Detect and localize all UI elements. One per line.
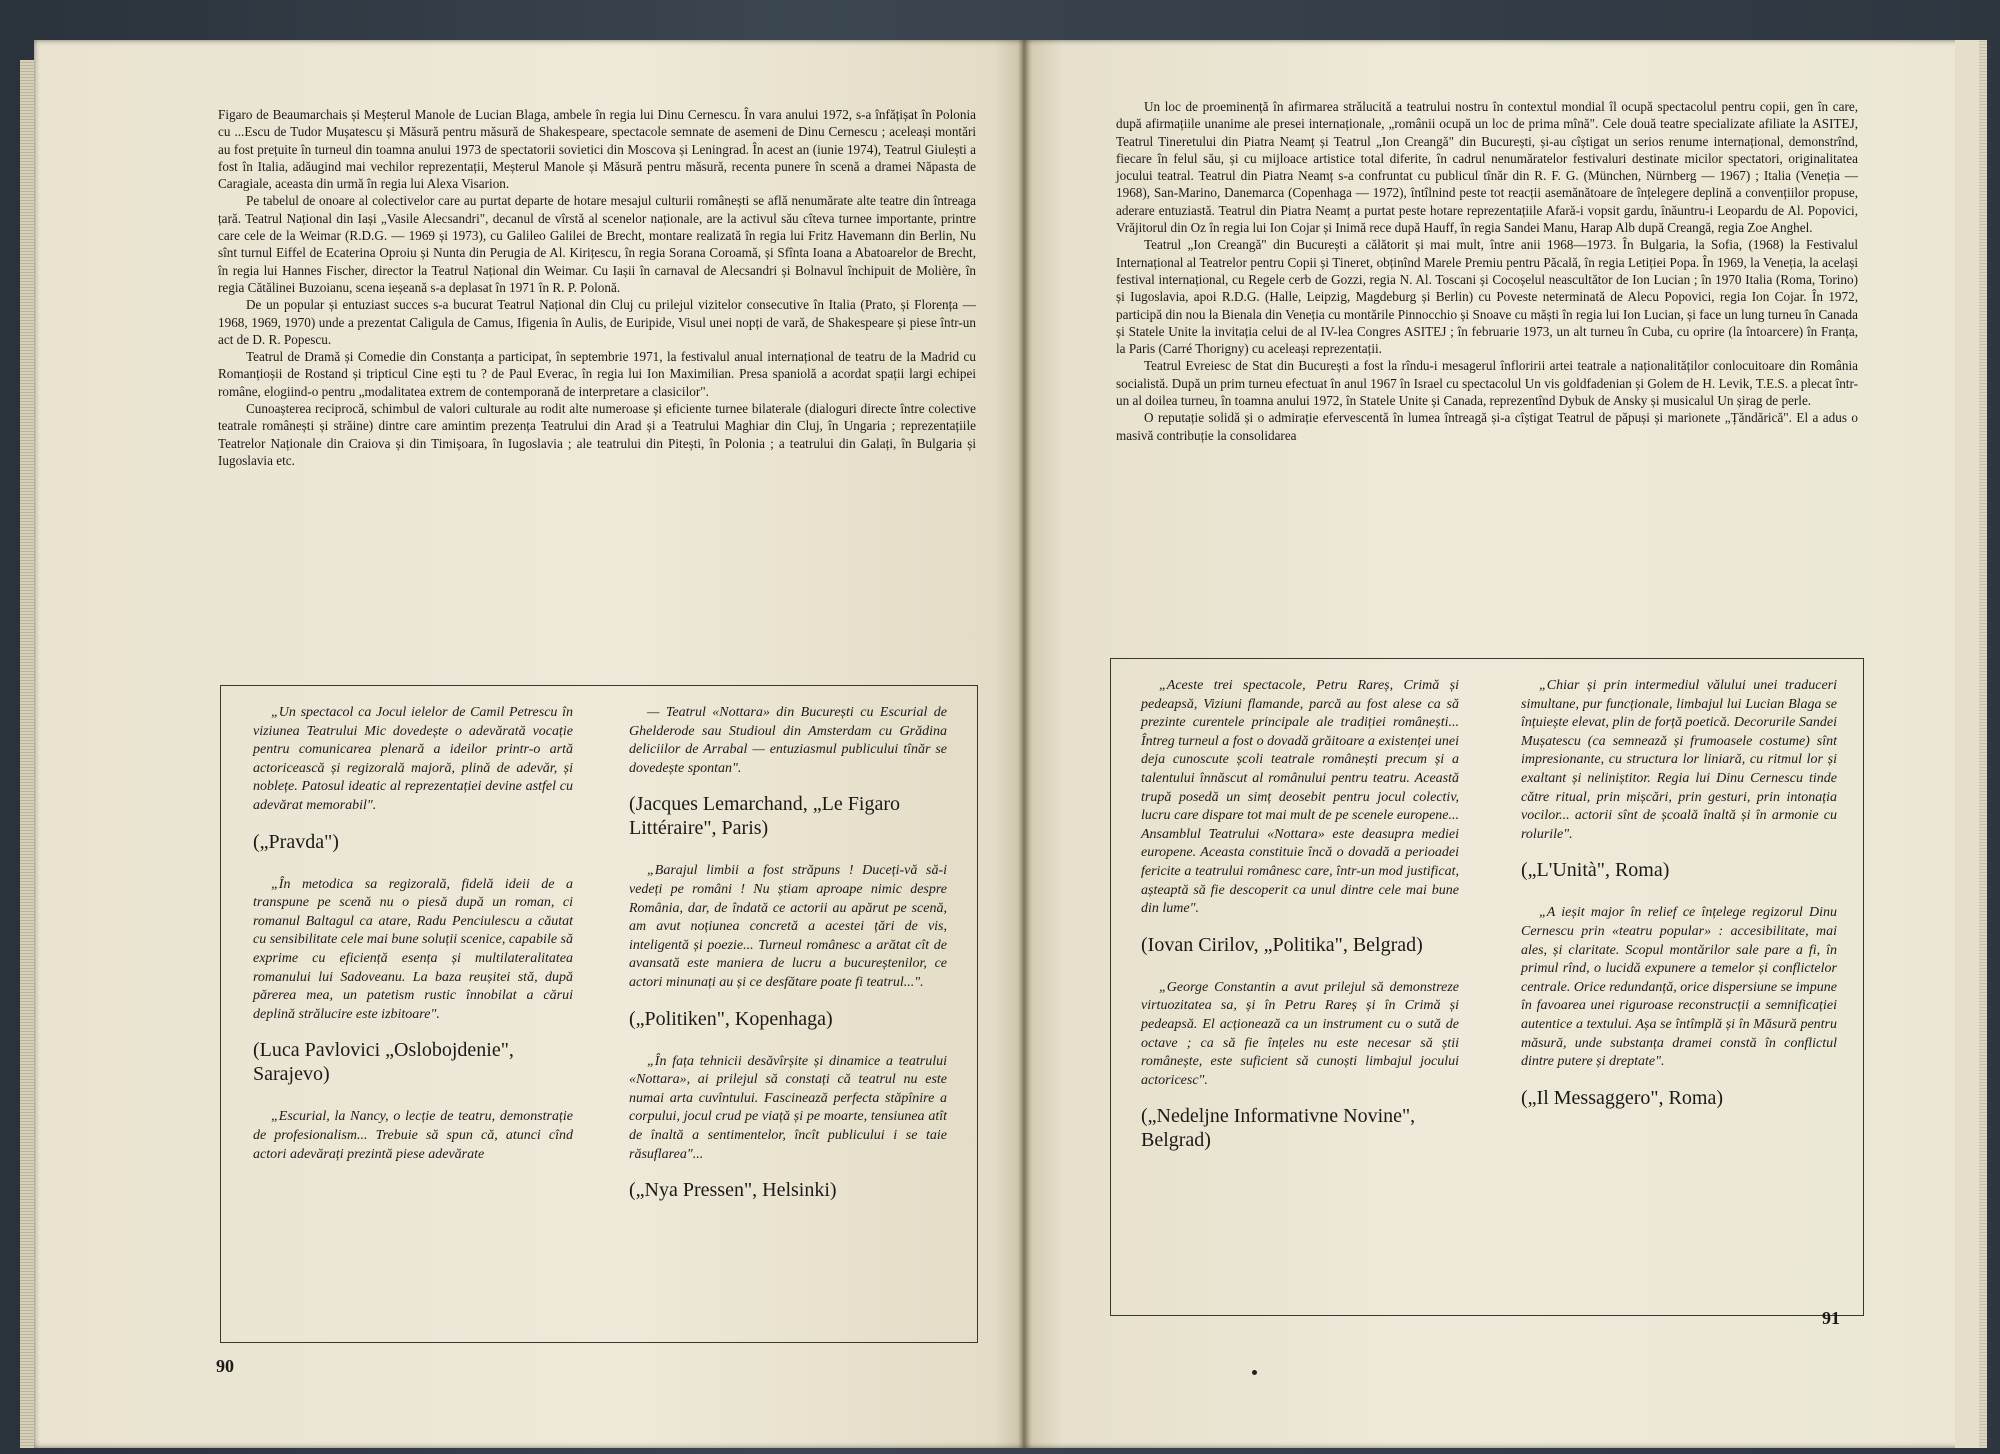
right-quote-box: [1110, 658, 1864, 1316]
quote-source: („Pravda"): [253, 830, 339, 853]
right-body-text: [1116, 98, 1858, 444]
press-quote: „A ieșit major în relief ce înțelege regizorul Dinu Cernescu prin «teatru popular» : accesibilitate, mai ales, și claritate. Scopul montărilor sale pare a fi, în primul rînd, o lucidă expunere a temelor și conflictelor centrale. Orice redundanță, orice dispersiune se impune în favoarea unei riguroase reconstrucții a semnificației autentice a textului. Așa se întîmplă și în Măsură pentru măsură, unde substanța dramei constă în conflictul dintre putere și dreptate".: [1521, 905, 1837, 1070]
right-box-column-1: [1141, 677, 1459, 1174]
left-page: [34, 40, 1024, 1448]
left-body-text: [218, 106, 976, 469]
press-quote: „Escurial, la Nancy, o lecție de teatru, demonstrație de profesionalism... Trebuie să spun că, atunci cînd actori adevărați prezintă piese adevărate: [253, 1109, 573, 1162]
left-box-column-1: [253, 704, 573, 1178]
quote-source: („Nya Pressen", Helsinki): [629, 1179, 837, 1202]
left-page-edges: [20, 60, 34, 1448]
right-page-edges: [1979, 40, 1987, 1448]
body-paragraph: Un loc de proeminență în afirmarea strălucită a teatrului nostru în contextul mondial îl ocupă spectacolul pentru copii, gen în care, după afirmațiile unanime ale presei internaționale, „românii ocupă un loc de prima mînă". Cele două teatre specializate afiliate la ASITEJ, Teatrul Tineretului din Piatra Neamț și Teatrul „Ion Creangă" din București, și-au cîștigat un serios renume internațional, demonstrînd, fiecare în felul său, și cu mijloace artistice total diferite, în cadrul nenumăratelor festivaluri destinate micilor spectatori, originalitatea jocului teatral. Teatrul din Piatra Neamț s-a confruntat cu publicul tînăr din R. F. G. (München, Nürnberg — 1967) ; Italia (Veneția — 1968), San-Marino, Danemarca (Copenhaga — 1972), întîlnind peste tot reacții asemănătoare de înțelegere deplină a convențiilor propuse, aderare entuziastă. Teatrul din Piatra Neamț a purtat peste hotare reprezentațiile Afară-i vopsit gardu, înăuntru-i Leopardu de Al. Popovici, Vrăjitorul din Oz în regia lui Ion Cojar și Inimă rece după Hauff, în regia Sandei Manu, Harap Alb după Creangă, regia Zoe Anghel.: [1116, 99, 1858, 236]
body-paragraph: Cunoașterea reciprocă, schimbul de valori culturale au rodit alte numeroase și eficiente turnee bilaterale (dialoguri directe între colective teatrale românești și străine) dintre care amintim prezența Teatrului din Arad și a Teatrului Maghiar din Cluj, în Ungaria ; reprezentațiile Teatrelor Naționale din Craiova și din Timișoara, în Iugoslavia ; ale teatrului din Pitești, în Polonia ; a teatrului din Galați, în Bulgaria și Iugoslavia etc.: [218, 401, 976, 468]
press-quote: „Un spectacol ca Jocul ielelor de Camil Petrescu în viziunea Teatrului Mic dovedește o adevărată vocație pentru comunicarea plenară a ideilor printr-o artă actoricească și regizorală majoră, plină de adevăr, și noblețe. Patosul ideatic al reprezentației devine astfel cu adevărat memorabil".: [253, 705, 573, 813]
page-number-left: 90: [216, 1356, 234, 1376]
press-quote: „George Constantin a avut prilejul să demonstreze virtuozitatea sa, și în Petru Rareș și în Crimă și pedeapsă. El acționează ca un instrument cu o sută de octave ; ca să fie înțeles nu este necesar să știi românește, este suficient să cunoști limbajul jocului actoricesc".: [1141, 979, 1459, 1088]
quote-source: („Nedeljne Informativne Novine", Belgrad): [1141, 1105, 1416, 1152]
body-paragraph: Teatrul Evreiesc de Stat din București a fost la rîndu-i mesagerul înfloririi artei teatrale a naționalităților conlocuitoare din România socialistă. După un prim turneu efectuat în anul 1967 în Israel cu spectacolul Un vis goldfadenian și Golem de H. Levik, T.E.S. a plecat într-un al doilea turneu, în toamna anului 1972, în Statele Unite și Canada, reprezentînd Dybuk de Ansky și musicalul Un șirag de perle.: [1116, 358, 1858, 409]
body-paragraph: Teatrul de Dramă și Comedie din Constanța a participat, în septembrie 1971, la festivalul anual internațional de teatru de la Madrid cu Romanțioșii de Rostand și tripticul Cine ești tu ? de Paul Everac, în regia lui Ion Maximilian. Presa spaniolă a acordat spații largi echipei române, elogiind-o pentru „modalitatea extrem de contemporană de interpretare a clasicilor".: [218, 349, 976, 399]
ink-dot: [1252, 1370, 1257, 1375]
quote-source: (Luca Pavlovici „Oslobojdenie", Sarajevo): [253, 1039, 514, 1086]
press-quote: „În metodica sa regizorală, fidelă ideii de a transpune pe scenă nu o piesă după un roman, ci romanul Baltagul ca atare, Radu Penciulescu a căutat cu sensibilitate cele mai bune soluții scenice, capabile să exprime cu eficiență esența și multilateralitatea romanului lui Sadoveanu. La baza reușitei stă, după părerea mea, un patetism rustic înnobilat a cărui deplină strălucire este izbitoare".: [253, 876, 573, 1022]
book-gutter: [1018, 40, 1032, 1448]
body-paragraph: Figaro de Beaumarchais și Meșterul Manole de Lucian Blaga, ambele în regia lui Dinu Cernescu. În vara anului 1972, s-a înfățișat în Polonia cu ...Escu de Tudor Mușatescu și Măsură pentru măsură de Shakespeare, spectacole semnate de asemeni de Dinu Cernescu ; aceleași montări au fost prețuite în turneul din toamna anului 1973 de spectatorii sovietici din Moscova și Leningrad. În acest an (iunie 1974), Teatrul Giulești a fost în Italia, adăugind mai vechilor reprezentații, Meșterul Manole și Măsură pentru măsură, recenta punere în scenă a dramei Năpasta de Caragiale, aceasta din urmă în regia lui Alexa Visarion.: [218, 107, 976, 192]
quote-source: (Jacques Lemarchand, „Le Figaro Littéraire", Paris): [629, 793, 900, 840]
quote-source: (Iovan Cirilov, „Politika", Belgrad): [1141, 933, 1423, 956]
quote-source: („L'Unità", Roma): [1521, 859, 1670, 882]
press-quote: — Teatrul «Nottara» din București cu Escurial de Ghelderode sau Studioul din Amsterdam cu Grădina deliciilor de Arrabal — entuziasmul publicului tînăr se dovedește spontan".: [629, 705, 947, 776]
quote-source: („Il Messaggero", Roma): [1521, 1086, 1723, 1109]
body-paragraph: Teatrul „Ion Creangă" din București a călătorit și mai mult, între anii 1968—1973. În Bulgaria, la Sofia, (1968) la Festivalul Internațional al Teatrelor pentru Copii și Tineret, obținînd Marele Premiu pentru Păcală, în regia Letiției Popa. În 1969, la Veneția, la același festival internațional, cu Regele cerb de Gozzi, regia N. Al. Toscani și Cocoșelul neascultător de Ion Lucian ; în 1970 Italia (Roma, Torino) și Iugoslavia, apoi R.D.G. (Halle, Leipzig, Magdeburg și Berlin) cu Poveste neterminată de Alecu Popovici, regia Ion Cojar. În 1972, participă din nou la Bienala din Veneția cu montările Pinnocchio și Snoave cu măști în regia lui Ion Lucian, și face un lung turneu în Canada și Statele Unite la invitația celui de al IV-lea Congres ASITEJ ; în februarie 1973, un alt turneu în Cuba, cu oprire (la întoarcere) în Franța, la Paris (Carré Thorigny) cu aceleași reprezentații.: [1116, 237, 1858, 357]
body-paragraph: De un popular și entuziast succes s-a bucurat Teatrul Național din Cluj cu prilejul vizitelor consecutive în Italia (Prato, și Florența — 1968, 1969, 1970) unde a prezentat Caligula de Camus, Ifigenia în Aulis, de Euripide, Visul unei nopți de vară, de Shakespeare și piese într-un act de D. R. Popescu.: [218, 297, 976, 347]
press-quote: „În fața tehnicii desăvîrșite și dinamice a teatrului «Nottara», ai prilejul să constați că teatrul nu este numai arta cuvîntului. Fascinează perfecta stăpînire a corpului, jocul crud pe viață și pe moarte, tensiunea atît de înaltă a sentimentelor, încît publicului i se taie răsuflarea"...: [629, 1053, 947, 1162]
body-paragraph: Pe tabelul de onoare al colectivelor care au purtat departe de hotare mesajul culturii românești se află nenumărate alte teatre din întreaga țară. Teatrul Național din Iași „Vasile Alecsandri", decanul de vîrstă al scenelor naționale, are la activul său cîteva turnee importante, printre care cele de la Weimar (R.D.G. — 1969 și 1973), cu Galileo Galilei de Brecht, montare realizată în regia lui Fritz Havemann din Berlin, Nu sînt turnul Eiffel de Ecaterina Oproiu și Nunta din Perugia de Al. Kirițescu, în regia Sorana Coroamă, și Sfînta Ioana a Abatoarelor de Brecht, în regia lui Hannes Fischer, director la Teatrul Național din Weimar. Cu Iașii în carnaval de Alecsandri și Bolnavul închipuit de Molière, în regia Cătălinei Buzoianu, scena ieșeană s-a deplasat în 1971 în R. P. Polonă.: [218, 193, 976, 295]
press-quote: „Chiar și prin intermediul vălului unei traduceri simultane, pur funcționale, limbajul lui Lucian Blaga se înțuiește elevat, plin de forță poetică. Decorurile Sandei Mușatescu (ca semneazǎ și frumoasele costume) sînt impresionante, cu structura lor liniară, cu ritmul lor și exaltant și neliniștitor. Regia lui Dinu Cernescu tinde către ritual, prin mișcări, prin gesturi, prin intonația vocilor... actorii sînt de școală înaltă și în armonie cu rolurile".: [1521, 678, 1837, 842]
press-quote: „Aceste trei spectacole, Petru Rareș, Crimă și pedeapsă, Viziuni flamande, parcă au fost alese ca să prezinte curentele principale ale tradiției românești... Întreg turneul a fost o dovadă grăitoare a existenței unei deja cunoscute școli teatrale românești precum și a talentului înnăscut al românului pentru teatru. Această trupă posedă un simț deosebit pentru jocul colectiv, lucru care dispare tot mai mult de pe scenele europene... Ansamblul Teatrului «Nottara» este deasupra mediei europene. Aceasta constituie încă o dovadă a perioadei fericite a teatrului românesc care, într-un mod justificat, așteaptă să fie descoperit ca unul dintre cele mai bune din lume".: [1141, 678, 1459, 917]
page-number-right: 91: [1822, 1308, 1840, 1328]
quote-source: („Politiken", Kopenhaga): [629, 1007, 833, 1030]
right-box-column-2: [1521, 677, 1837, 1132]
body-paragraph: O reputație solidă și o admirație efervescentă în lumea întreagă și-a cîștigat Teatrul de păpuși și marionete „Țăndărică". El a adus o masivă contribuție la consolidarea: [1116, 410, 1858, 443]
right-page: [1024, 40, 1979, 1448]
page-margin-strip: [1955, 40, 1979, 1448]
left-quote-box: [220, 685, 978, 1343]
press-quote: „Barajul limbii a fost străpuns ! Duceți-vă să-i vedeți pe români ! Nu știam aproape nimic despre România, dar, de îndată ce actorii au apărut pe scenă, am avut noțiunea concretă a acestei țări de vis, inteligentă și poezie... Turneul românesc a arătat cît de avansată este maniera de lucru a bucureștenilor, ce actori minunați au și ce desfătare poate fi teatrul...".: [629, 863, 947, 990]
left-box-column-2: [629, 704, 947, 1224]
